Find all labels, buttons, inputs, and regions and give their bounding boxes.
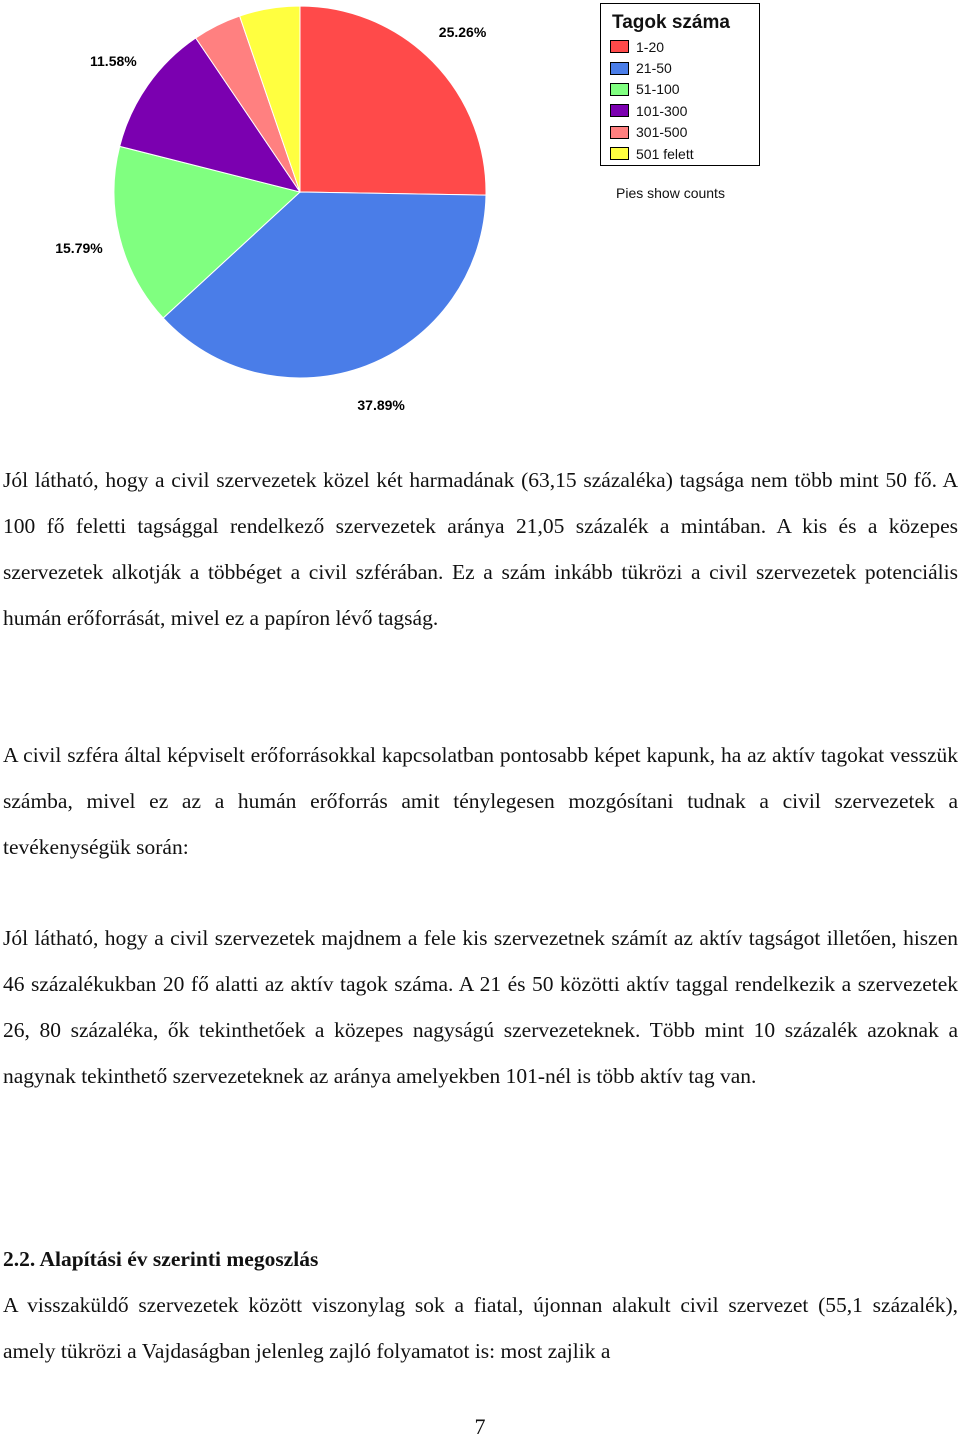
legend-label: 1-20 — [636, 38, 665, 55]
section-heading — [3, 1236, 318, 1282]
legend-label: 21-50 — [636, 60, 672, 77]
pie-value-label: 11.58% — [90, 53, 137, 70]
legend-swatch — [610, 104, 629, 117]
legend-label: 501 felett — [636, 145, 694, 162]
legend-entry — [610, 79, 759, 100]
section-number: 2.2. — [3, 1247, 36, 1271]
legend-entry — [610, 122, 759, 143]
paragraph-active-members-intro: A civil szféra által képviselt erőforrásokkal kapcsolatban pontosabb képet kapunk, ha az aktív tagokat vesszük számba, mivel ez az a humán erőforrás amit ténylegesen mozgósítani tudnak a civil szervezetek a tevékenységük során: — [3, 743, 958, 859]
legend-entry — [610, 100, 759, 121]
pie-value-label: 37.89% — [357, 397, 405, 414]
pie-chart — [0, 0, 960, 414]
legend-entry — [610, 143, 759, 164]
legend-swatch — [610, 83, 629, 96]
pie-chart-svg — [0, 0, 960, 414]
legend-swatch — [610, 126, 629, 139]
legend-swatch — [610, 147, 629, 160]
legend-swatch — [610, 40, 629, 53]
paragraph-active-members-analysis: Jól látható, hogy a civil szervezetek majdnem a fele kis szervezetnek számít az aktív tagságot illetően, hiszen 46 százalékukban 20 fő alatti az aktív tagok száma. A 21 és 50 közötti aktív taggal rendelkezik a szervezetek 26, 80 százaléka, ők tekinthetőek a közepes nagyságú szervezeteknek. Több mint 10 százalék azoknak a nagynak tekinthető szervezeteknek az aránya amelyekben 101-nél is több aktív tag van. — [3, 926, 958, 1088]
paragraph-membership-summary: Jól látható, hogy a civil szervezetek közel két harmadának (63,15 százaléka) tagsága nem több mint 50 fő. A 100 fő feletti tagsággal rendelkező szervezetek aránya 21,05 százalék a mintában. A kis és a közepes szervezetek alkotják a többéget a civil szférában. Ez a szám inkább tükrözi a civil szervezetek potenciális humán erőforrását, mivel ez a papíron lévő tagság. — [3, 468, 958, 630]
pie-slices — [114, 6, 486, 378]
legend-entry — [610, 57, 759, 78]
legend-label: 301-500 — [636, 124, 688, 141]
legend-title: Tagok száma — [612, 12, 730, 33]
chart-note: Pies show counts — [616, 185, 725, 201]
section-title: Alapítási év szerinti megoszlás — [39, 1247, 319, 1271]
legend-label: 101-300 — [636, 102, 688, 119]
legend-entries — [601, 36, 759, 164]
pie-value-label: 15.79% — [55, 239, 103, 256]
legend-label: 51-100 — [636, 81, 680, 98]
chart-legend — [600, 3, 760, 166]
paragraph-founding-year: A visszaküldő szervezetek között viszonylag sok a fiatal, újonnan alakult civil szervezet (55,1 százalék), amely tükrözi a Vajdaságban jelenleg zajló folyamatot is: most zajlik a — [3, 1293, 958, 1363]
page-number: 7 — [474, 1414, 486, 1439]
legend-swatch — [610, 62, 629, 75]
pie-value-label: 25.26% — [438, 24, 487, 41]
legend-entry — [610, 36, 759, 57]
